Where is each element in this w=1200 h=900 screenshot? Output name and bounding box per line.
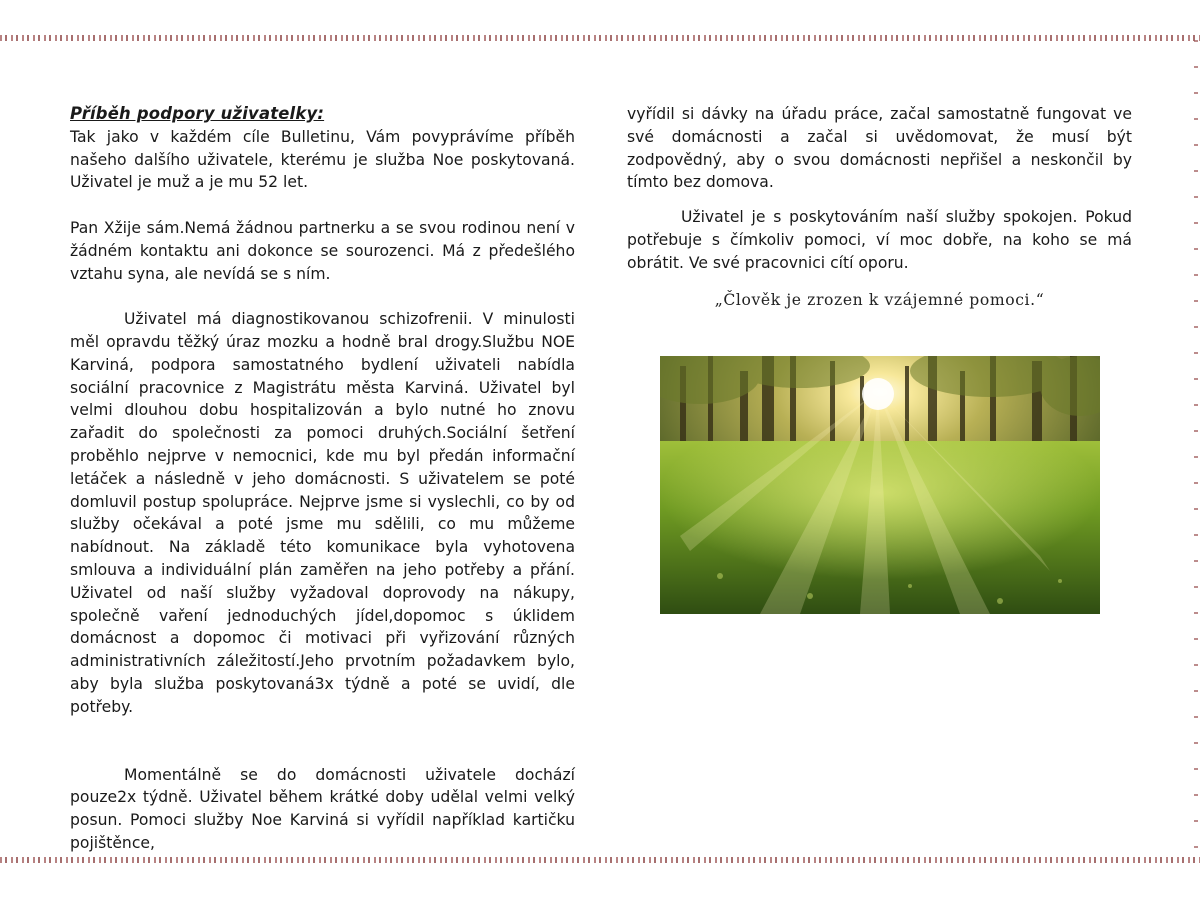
decorative-bottom-border <box>0 857 1200 863</box>
satisfaction-paragraph: Uživatel je s poskytováním naší služby spokojen. Pokud potřebuje s čímkoliv pomoci, ví moc dobře, na koho se má obrátit. Ve své pracovnici cítí oporu. <box>627 208 1132 272</box>
right-text-column <box>627 103 1132 275</box>
family-paragraph: Pan Xžije sám.Nemá žádnou partnerku a se svou rodinou není v žádném kontaktu ani dokonce se sourozenci. Má z předešlého vztahu syna, ale nevídá se s ním. <box>70 218 575 283</box>
progress-paragraph: Momentálně se do domácnosti uživatele dochází pouze2x týdně. Uživatel během krátké doby udělal velmi velký posun. Pomoci služby Noe Karviná si vyřídil například kartičku pojištěnce, <box>70 765 575 852</box>
continuation-paragraph: vyřídil si dávky na úřadu práce, začal samostatně fungovat ve své domácnosti a začal si uvědomovat, že musí být zodpovědný, aby o svou domácnosti nepřišel a neskončil by tímto bez domova. <box>627 105 1132 192</box>
intro-paragraph: Tak jako v každém cíle Bulletinu, Vám povyprávíme příběh našeho dalšího uživatele, kterému je služba Noe poskytovaná. Uživatel je muž a je mu 52 let. <box>70 127 575 192</box>
left-text-column <box>70 103 575 855</box>
story-heading: Příběh podpory uživatelky: <box>70 104 325 123</box>
decorative-top-border <box>0 35 1200 41</box>
motto-quote: „Člověk je zrozen k vzájemné pomoci.“ <box>714 291 1045 309</box>
forest-sunlight-photo <box>660 356 1100 614</box>
diagnosis-paragraph: Uživatel má diagnostikovanou schizofrenii. V minulosti měl opravdu těžký úraz mozku a hodně bral drogy.Službu NOE Karviná, podpora samostatného bydlení uživateli nabídla sociální pracovnice z Magistrátu města Karviná. Uživatel byl velmi dlouhou dobu hospitalizován a bylo nutné ho znovu zařadit do společnosti za pomoci druhých.Sociální šetření proběhlo nejprve v nemocnici, kde mu byl předán informační letáček a následně v jeho domácnosti. S uživatelem se poté domluvil postup spolupráce. Nejprve jsme si vyslechli, co by od služby očekával a poté jsme mu sdělili, co mu můžeme nabídnout. Na základě této komunikace byla vyhotovena smlouva a individuální plán zaměřen na jeho potřeby a přání. Uživatel od naší služby vyžadoval doprovody na nákupy, společně vaření jednoduchých jídel,dopomoc s úklidem domácnost a dopomoc či motivaci při vyřizování různých administrativních záležitostí.Jeho prvotním požadavkem bylo, aby byla služba poskytovaná3x týdně a poté se uvidí, dle potřeby. <box>70 310 575 716</box>
decorative-right-border <box>1194 40 1198 855</box>
